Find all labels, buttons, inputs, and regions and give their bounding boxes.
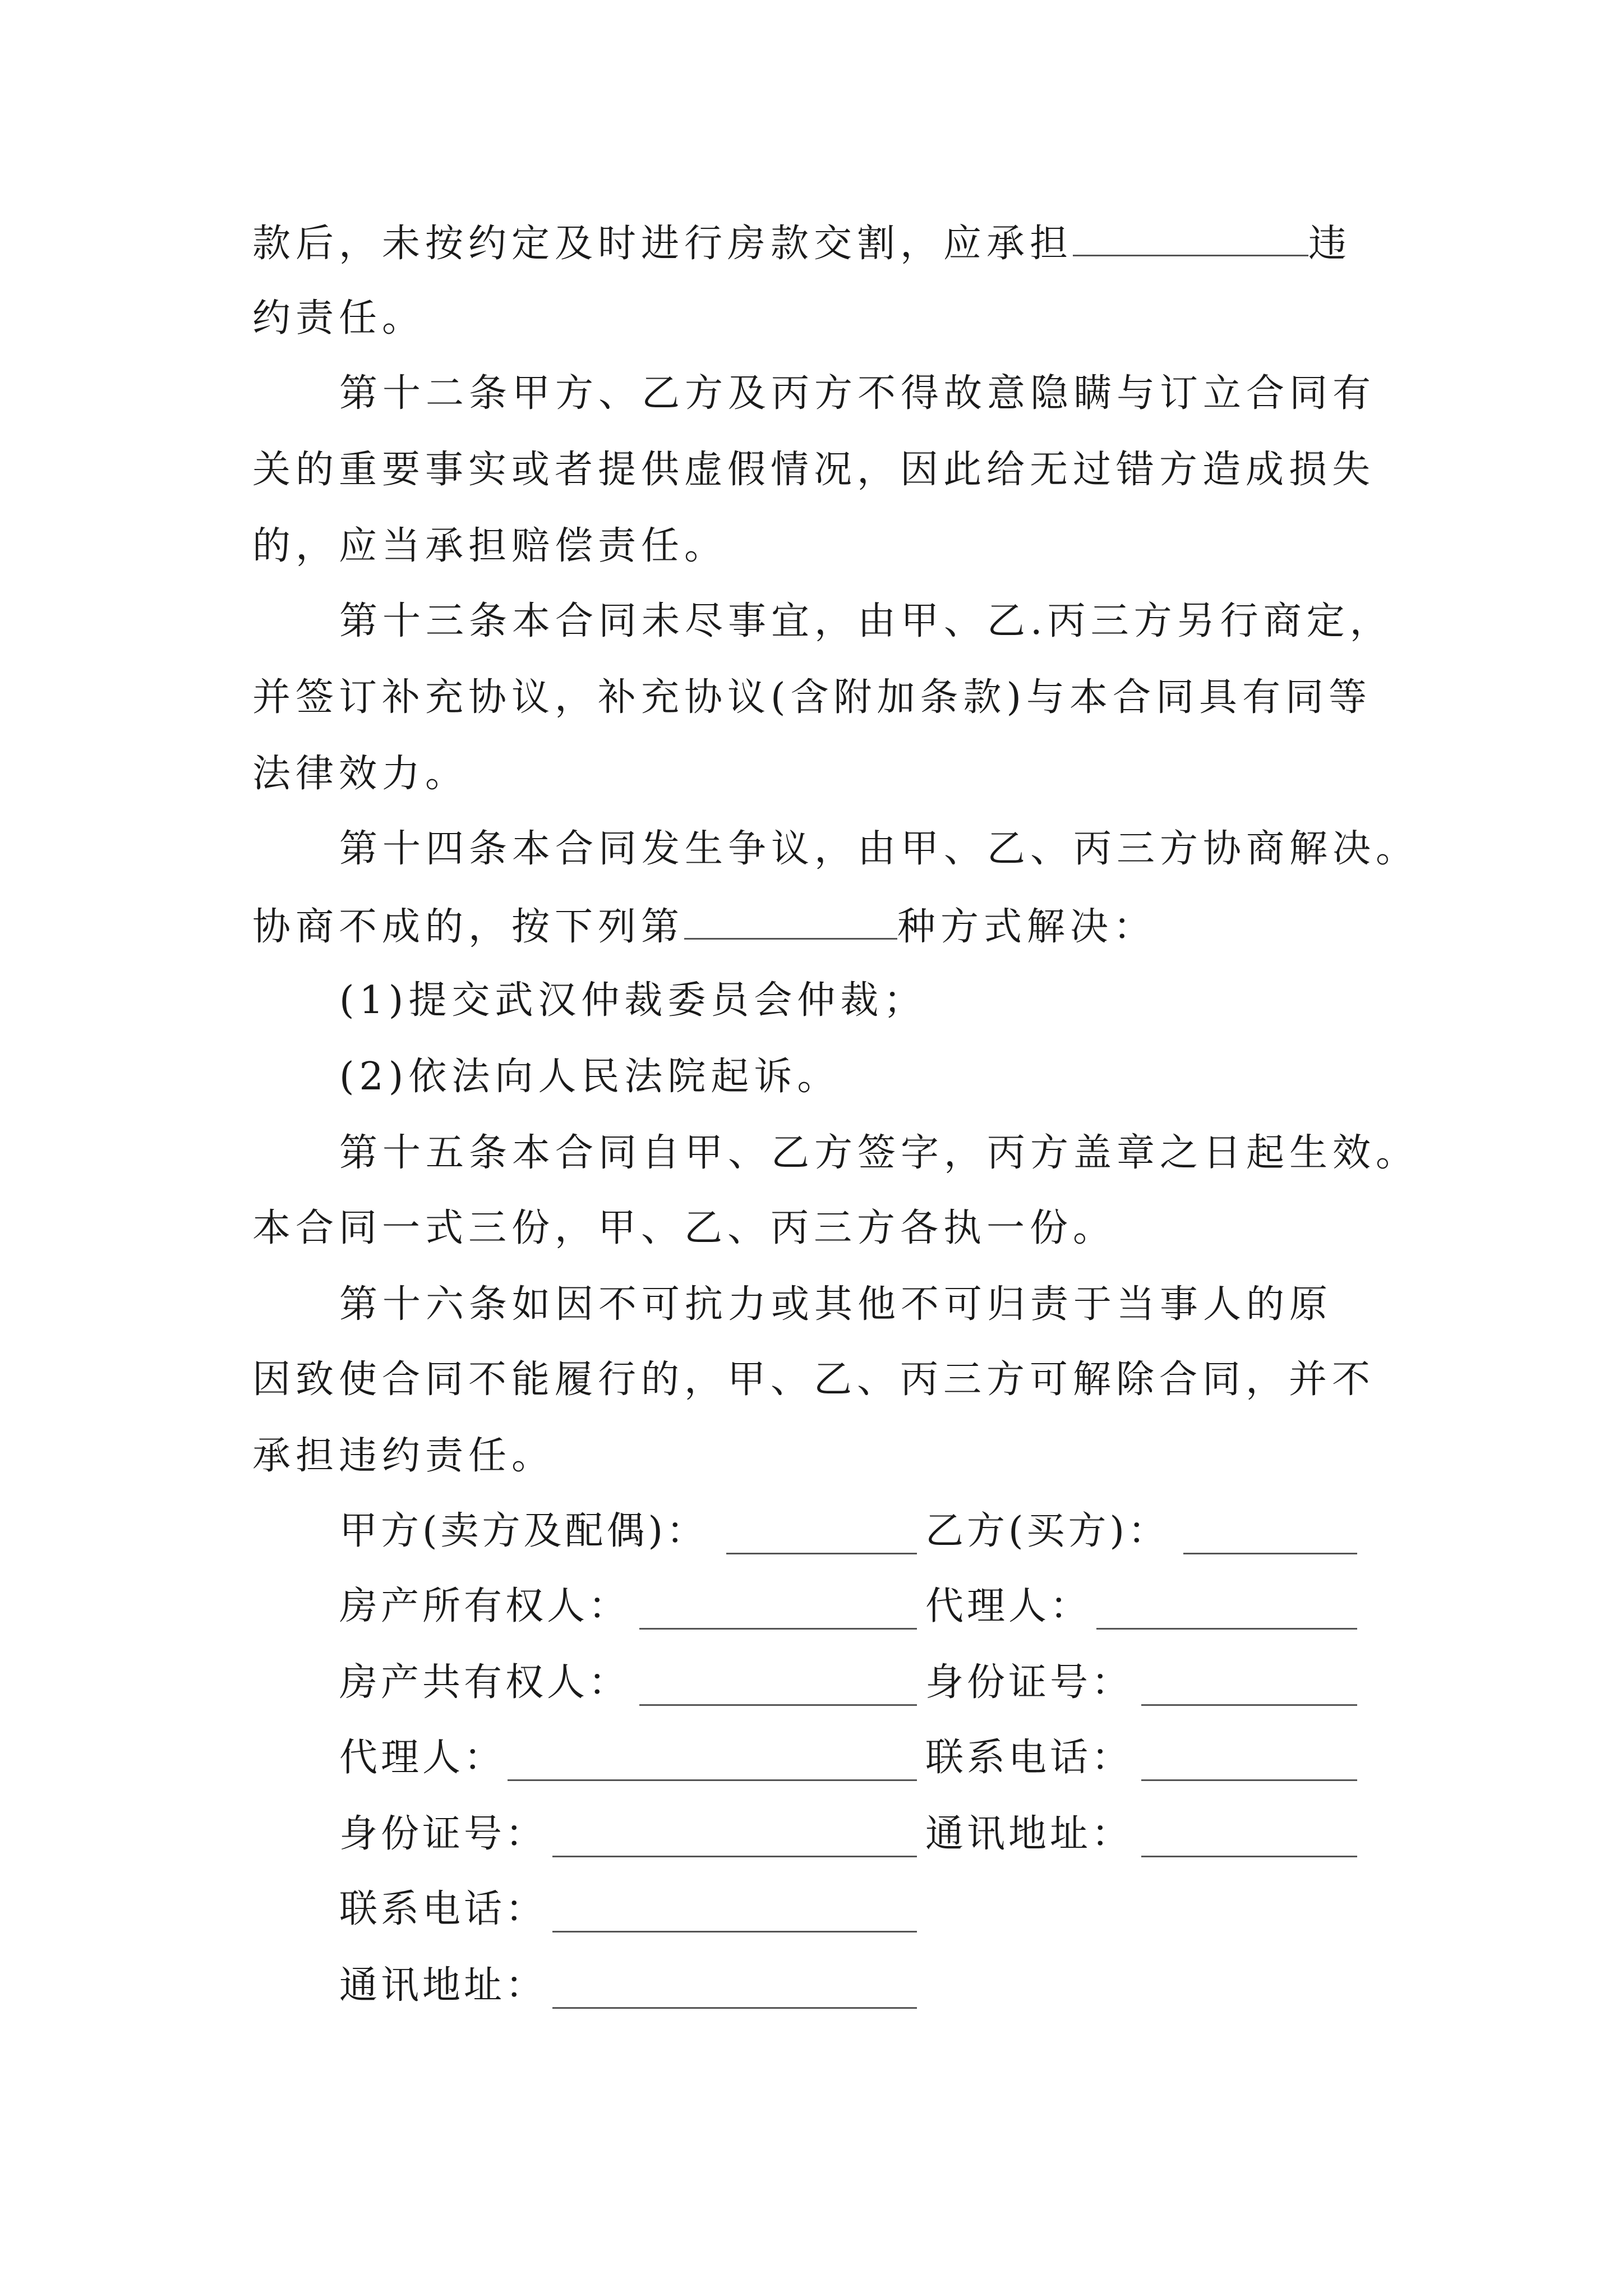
co-owner-blank[interactable] — [639, 1703, 917, 1706]
article-14-line-2-tail: 种方式解决： — [897, 905, 1157, 949]
buyer-agent-blank[interactable] — [1096, 1627, 1357, 1630]
article-13-line-1: 第十三条本合同未尽事宜，由甲、乙.丙三方另行商定， — [339, 599, 1393, 643]
seller-label: 甲方(卖方及配偶)： — [339, 1509, 708, 1553]
article-13-line-3: 法律效力。 — [252, 752, 469, 796]
seller-id-label: 身份证号： — [339, 1812, 547, 1856]
body-line-2: 约责任。 — [252, 296, 426, 341]
option-1: (1)提交武汉仲裁委员会仲裁； — [339, 978, 927, 1023]
seller-phone-blank[interactable] — [552, 1930, 917, 1932]
body-line-1-tail: 违 — [1308, 222, 1352, 266]
owner-blank[interactable] — [639, 1627, 917, 1630]
article-16-line-1: 第十六条如因不可抗力或其他不可归责于当事人的原 — [339, 1282, 1333, 1327]
seller-agent-label: 代理人： — [339, 1736, 506, 1780]
co-owner-label: 房产共有权人： — [339, 1660, 630, 1705]
article-13-line-2: 并签订补充协议，补充协议(含附加条款)与本合同具有同等 — [252, 675, 1372, 720]
seller-agent-blank[interactable] — [508, 1778, 917, 1781]
buyer-phone-label: 联系电话： — [925, 1736, 1133, 1780]
article-15-line-2: 本合同一式三份，甲、乙、丙三方各执一份。 — [252, 1206, 1117, 1250]
buyer-label: 乙方(买方)： — [925, 1509, 1170, 1553]
buyer-id-label: 身份证号： — [925, 1660, 1133, 1705]
seller-blank[interactable] — [726, 1552, 917, 1554]
article-12-line-2: 关的重要事实或者提供虚假情况，因此给无过错方造成损失 — [252, 448, 1376, 492]
buyer-phone-blank[interactable] — [1141, 1778, 1357, 1781]
article-14-line-2-text: 协商不成的，按下列第 — [252, 905, 685, 949]
dispute-method-blank[interactable] — [684, 903, 897, 940]
owner-label: 房产所有权人： — [339, 1584, 630, 1628]
liability-blank[interactable] — [1073, 220, 1308, 256]
article-12-line-3: 的，应当承担赔偿责任。 — [252, 524, 728, 568]
seller-address-label: 通讯地址： — [339, 1963, 547, 2008]
article-14-line-1: 第十四条本合同发生争议，由甲、乙、丙三方协商解决。 — [339, 827, 1419, 871]
seller-id-blank[interactable] — [552, 1855, 917, 1857]
article-12-line-1: 第十二条甲方、乙方及丙方不得故意隐瞒与订立合同有 — [339, 371, 1376, 416]
buyer-blank[interactable] — [1183, 1552, 1357, 1554]
buyer-agent-label: 代理人： — [925, 1584, 1092, 1628]
buyer-address-label: 通讯地址： — [925, 1812, 1133, 1856]
article-16-line-3: 承担违约责任。 — [252, 1434, 555, 1478]
body-line-1 — [252, 220, 1380, 265]
buyer-address-blank[interactable] — [1141, 1855, 1357, 1857]
seller-phone-label: 联系电话： — [339, 1887, 547, 1931]
body-line-1-text: 款后，未按约定及时进行房款交割，应承担 — [252, 222, 1073, 266]
article-16-line-2: 因致使合同不能履行的，甲、乙、丙三方可解除合同，并不 — [252, 1358, 1376, 1402]
buyer-id-blank[interactable] — [1141, 1703, 1357, 1706]
article-14-line-2 — [252, 903, 1380, 948]
article-15-line-1: 第十五条本合同自甲、乙方签字，丙方盖章之日起生效。 — [339, 1131, 1419, 1175]
seller-address-blank[interactable] — [552, 2006, 917, 2009]
option-2: (2)依法向人民法院起诉。 — [339, 1055, 841, 1099]
